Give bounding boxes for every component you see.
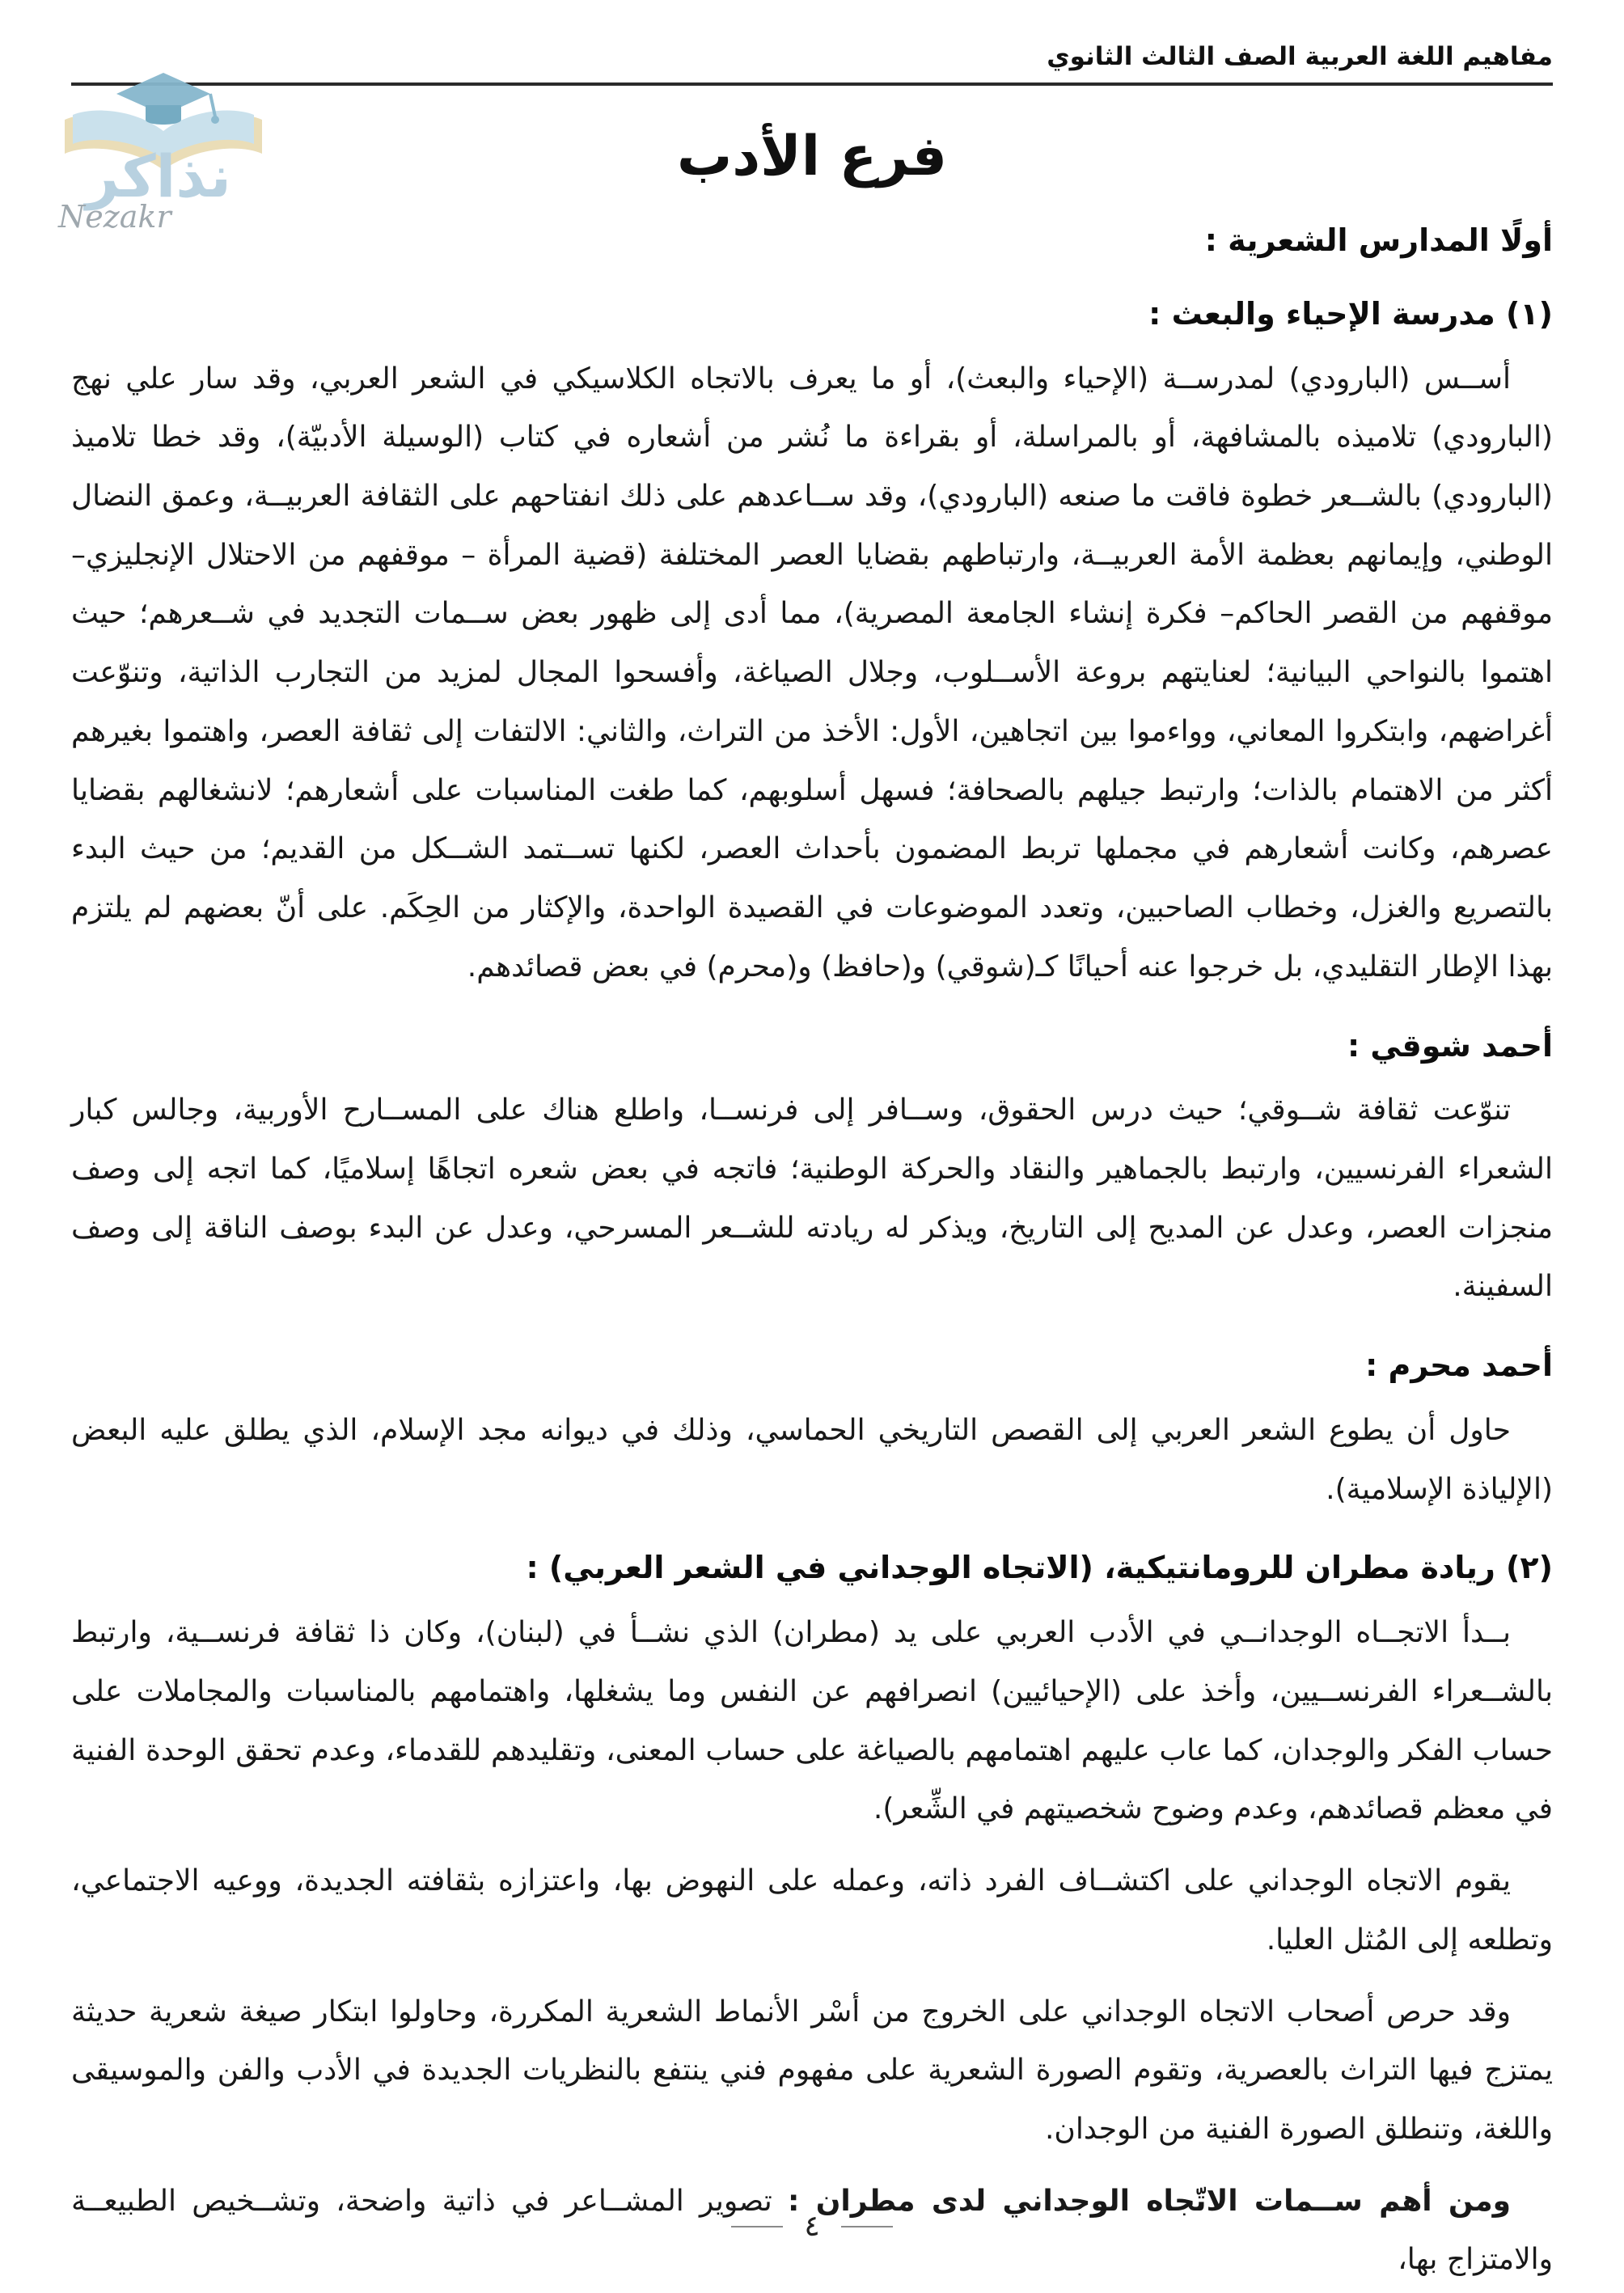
section-heading-ihya-school: (١) مدرسة الإحياء والبعث : [1148,295,1553,332]
section-heading-poetry-schools: أولًا المدارس الشعرية : [1204,222,1553,258]
mutran-traits-lead: ومن أهم ســمات الاتّجاه الوجداني لدى مطران : [787,2184,1511,2218]
logo-arabic-text: نذاكر [86,142,231,210]
footer-left-ornament [841,2226,893,2227]
page-footer [0,2210,1624,2243]
footer-right-ornament [731,2226,783,2227]
nezakr-logo [42,63,285,249]
paragraph-ihya-school: أســس (البارودي) لمدرســة (الإحياء والبعث)، أو ما يعرف بالاتجاه الكلاسيكي في الشعر العربي، وقد سار علي نهج (البارودي) تلاميذه بالمشافهة، أو بالمراسلة، أو بقراءة ما نُشر من أشعاره في كتاب (الوسيلة الأدبيّة)، وقد خطا تلاميذ (البارودي) بالشــعر خطوة فاقت ما صنعه (البارودي)، وقد ســاعدهم على ذلك انفتاحهم على الثقافة العربيــة، وعمق النضال الوطني، وإيمانهم بعظمة الأمة العربيــة، وارتباطهم بقضايا العصر المختلفة (قضية المرأة – موقفهم من الاحتلال الإنجليزي– موقفهم من القصر الحاكم– فكرة إنشاء الجامعة المصرية)، مما أدى إلى ظهور بعض ســمات التجديد في شــعرهم؛ حيث اهتموا بالنواحي البيانية؛ لعنايتهم بروعة الأســلوب، وجلال الصياغة، وأفسحوا المجال لمزيد من التجارب الذاتية، وتنوّعت أغراضهم، وابتكروا المعاني، وواءموا بين اتجاهين، الأول: الأخذ من التراث، والثاني: الالتفات إلى ثقافة العصر، واهتموا بغيرهم أكثر من الاهتمام بالذات؛ وارتبط جيلهم بالصحافة؛ فسهل أسلوبهم، كما طغت المناسبات على أشعارهم؛ لانشغالهم بقضايا عصرهم، وكانت أشعارهم في مجملها تربط المضمون بأحداث العصر، لكنها تســتمد الشــكل من القديم؛ من حيث البدء بالتصريع والغزل، وخطاب الصاحبين، وتعدد الموضوعات في القصيدة الواحدة، والإكثار من الحِكَم. على أنّ بعضهم لم يلتزم بهذا الإطار التقليدي، بل خرجوا عنه أحيانًا كـ(شوقي) و(حافظ) و(محرم) في بعض قصائدهم. [71,362,1553,984]
paragraph-ahmed-shawqi: تنوّعت ثقافة شــوقي؛ حيث درس الحقوق، وســافر إلى فرنســا، واطلع هناك على المســارح الأوربية، وجالس كبار الشعراء الفرنسيين، وارتبط بالجماهير والنقاد والحركة الوطنية؛ فاتجه في بعض شعره اتجاهًا إسلاميًا، كما اتجه إلى وصف منجزات العصر، وعدل عن المديح إلى التاريخ، ويذكر له ريادته للشــعر المسرحي، وعدل عن البدء بوصف الناقة إلى وصف السفينة. [71,1094,1553,1304]
paragraph-romanticism-goals: وقد حرص أصحاب الاتجاه الوجداني على الخروج من أسْر الأنماط الشعرية المكررة، وحاولوا ابتكار صيغة شعرية حديثة يمتزج فيها التراث بالعصرية، وتقوم الصورة الشعرية على مفهوم فني ينتفع بالنظريات الجديدة في الأدب والفن والموسيقى واللغة، وتنطلق الصورة الفنية من الوجدان. [71,1995,1553,2146]
mutran-traits-text: تصوير المشــاعر في ذاتية واضحة، وتشــخيص الطبيعــة والامتزاج بها، [71,2184,1553,2277]
section-heading-mutran-romanticism: (٢) ريادة مطران للرومانتيكية، (الاتجاه الوجداني في الشعر العربي) : [526,1550,1553,1586]
paragraph-ahmed-muharram: حاول أن يطوع الشعر العربي إلى القصص التاريخي الحماسي، وذلك في ديوانه مجد الإسلام، الذي يطلق عليه البعض (الإلياذة الإسلامية). [71,1413,1553,1506]
header-course-title: مفاهيم اللغة العربية الصف الثالث الثانوي [1047,42,1553,71]
logo-latin-text: Nezakr [58,199,171,235]
header-divider [71,82,1553,86]
paragraph-romanticism-principles: يقوم الاتجاه الوجداني على اكتشــاف الفرد ذاته، وعمله على النهوض بها، واعتزازه بثقافته الجديدة، ووعيه الاجتماعي، وتطلعه إلى المُثل العليا. [71,1864,1553,1957]
page-number: ٤ [804,2210,820,2243]
page-header [71,42,1553,86]
section-heading-ahmed-muharram: أحمد محرم : [1365,1347,1553,1384]
paragraph-romanticism-origin: بــدأ الاتجــاه الوجدانــي في الأدب العربي على يد (مطران) الذي نشــأ في (لبنان)، وكان ذا ثقافة فرنســية، وارتبط بالشــعراء الفرنســيين، وأخذ على (الإحيائيين) انصرافهم عن النفس وما يشغلها، واهتمامهم بالمناسبات والمجاملات على حساب الفكر والوجدان، كما عاب عليهم اهتمامهم بالصياغة على حساب المعنى، وتقليدهم للقدماء، وعدم تحقق الوحدة الفنية في معظم قصائدهم، وعدم وضوح شخصيتهم في الشِّعر). [71,1616,1553,1826]
page-title: فرع الأدب [676,125,948,188]
section-heading-ahmed-shawqi: أحمد شوقي : [1347,1027,1553,1064]
